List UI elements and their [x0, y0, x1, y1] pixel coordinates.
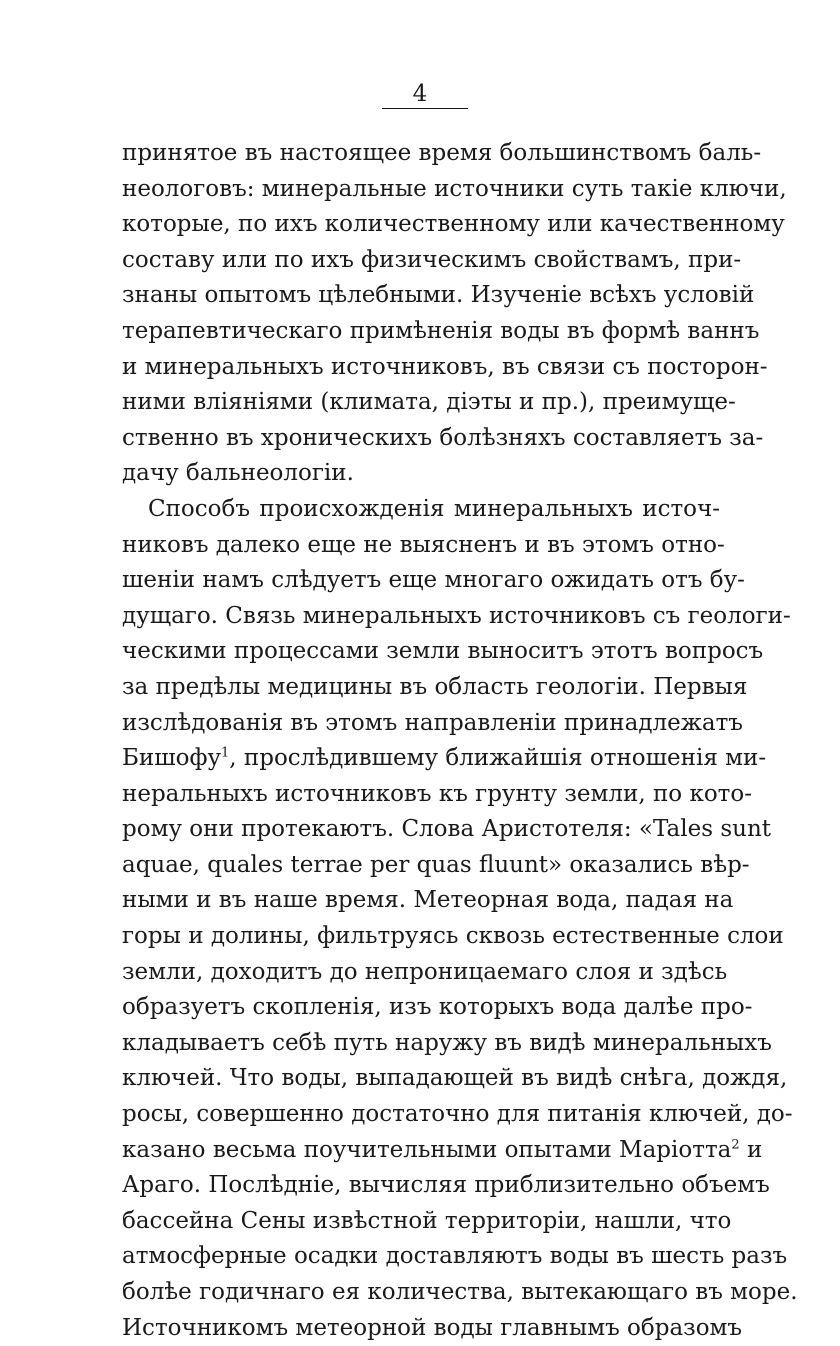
text-line: Источникомъ метеорной воды главнымъ образомъ	[122, 1314, 743, 1341]
footnote-context: и	[739, 1136, 763, 1163]
text-line: горы и долины, фильтруясь сквозь естественные слои	[122, 923, 784, 950]
text-line: кладываетъ себѣ путь наружу въ видѣ минеральныхъ	[122, 1029, 772, 1056]
text-line-with-footnote	[122, 1133, 763, 1169]
text-line: знаны опытомъ цѣлебными. Изученіе всѣхъ условій	[122, 282, 755, 309]
text-line: за предѣлы медицины въ область геологіи. Первыя	[122, 673, 748, 700]
text-line: росы, совершенно достаточно для питанія ключей, до-	[122, 1101, 793, 1128]
text-line: ческими процессами земли выноситъ этотъ вопросъ	[122, 638, 764, 665]
text-line: ключей. Что воды, выпадающей въ видѣ снѣга, дождя,	[122, 1065, 788, 1092]
text-line: атмосферные осадки доставляютъ воды въ шесть разъ	[122, 1243, 788, 1270]
text-line: Араго. Послѣдніе, вычисляя приблизительно объемъ	[122, 1172, 770, 1199]
footnote-context: Бишофу	[122, 745, 221, 772]
text-line: неологовъ: минеральные источники суть такіе ключи,	[122, 175, 787, 202]
text-line-with-footnote	[122, 741, 767, 777]
text-line: ними вліяніями (климата, діэты и пр.), преимуще-	[122, 389, 736, 416]
text-line: болѣе годичнаго ея количества, вытекающаго въ море.	[122, 1279, 798, 1305]
text-line: ными и въ наше время. Метеорная вода, падая на	[122, 887, 734, 914]
page-number-rule	[382, 108, 468, 109]
text-line-tail: ближайшія отношенія ми-	[445, 745, 767, 772]
text-line: образуетъ скопленія, изъ которыхъ вода далѣе про-	[122, 994, 753, 1021]
text-line: и минеральныхъ источниковъ, въ связи съ посторон-	[122, 353, 768, 380]
footnote-context: , прослѣдившему	[229, 745, 439, 772]
text-line: aquae, quales terrae per quas fluunt» оказались вѣр-	[122, 851, 750, 878]
body-text	[122, 136, 798, 1346]
text-line: земли, доходитъ до непроницаемаго слоя и здѣсь	[122, 958, 728, 985]
text-line: дущаго. Связь минеральныхъ источниковъ съ геологи-	[122, 602, 791, 629]
footnote-ref: 1	[221, 745, 230, 761]
footnote-ref: 2	[731, 1136, 740, 1152]
text-line: ственно въ хроническихъ болѣзняхъ составляетъ за-	[122, 424, 764, 451]
text-line: дачу бальнеологіи.	[122, 460, 354, 487]
text-line: принятое въ настоящее время большинствомъ баль-	[122, 140, 762, 166]
text-line: шеніи намъ слѣдуетъ еще многаго ожидать отъ бу-	[122, 567, 745, 594]
text-line: которые, по ихъ количественному или качественному	[122, 211, 785, 238]
text-line: рому они протекаютъ. Слова Аристотеля: «Tales sunt	[122, 816, 772, 843]
text-line: терапевтическаго примѣненія воды въ формѣ ваннъ	[122, 317, 760, 344]
text-line: изслѣдованія въ этомъ направленіи принадлежатъ	[122, 709, 743, 736]
text-line-head: казано весьма поучительными опытами Маріотта	[122, 1136, 732, 1163]
text-line: никовъ далеко еще не выясненъ и въ этомъ отно-	[122, 531, 725, 558]
text-line: неральныхъ источниковъ къ грунту земли, по кото-	[122, 780, 753, 807]
text-line: составу или по ихъ физическимъ свойствамъ, при-	[122, 246, 742, 273]
page-number: 4	[412, 81, 428, 107]
text-line: бассейна Сены извѣстной территоріи, нашли, что	[122, 1207, 732, 1234]
text-line: Способъ происхожденія минеральныхъ источ-	[148, 495, 720, 522]
